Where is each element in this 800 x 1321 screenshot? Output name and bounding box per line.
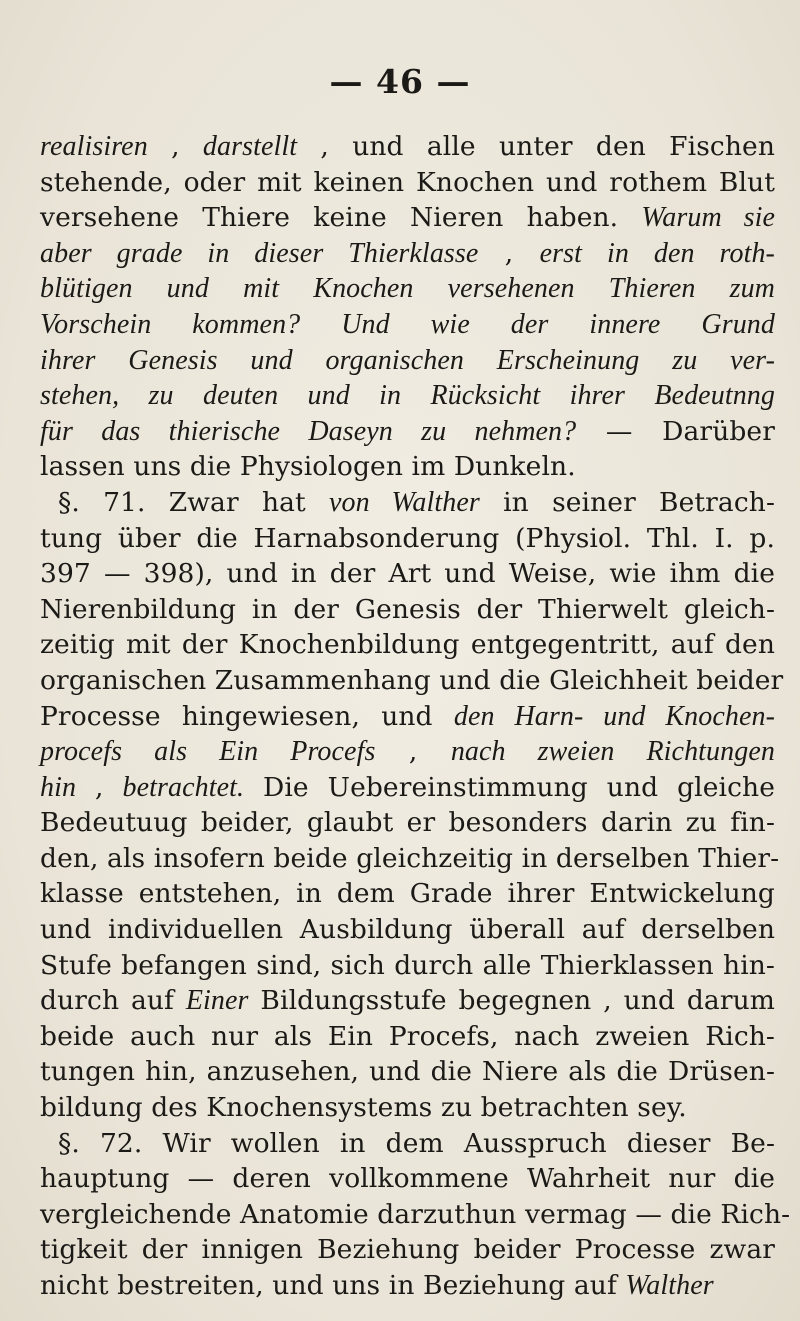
italic-text: blütigen und mit Knochen versehenen Thieren zum <box>40 273 775 305</box>
italic-text: procefs als Ein Procefs <box>40 736 376 768</box>
roman-text: , und alle unter den Fischen <box>297 131 775 162</box>
roman-text: , <box>478 237 540 269</box>
text-line <box>40 1090 775 1126</box>
page-number: — 46 — <box>329 62 471 101</box>
text-line <box>40 592 775 628</box>
text-line <box>40 734 775 770</box>
roman-text: tigkeit der innigen Beziehung beider Processe zwar <box>40 1234 775 1266</box>
roman-text: , <box>76 771 123 803</box>
roman-text: §. 72. Wir wollen in dem Ausspruch dieser Be- <box>58 1127 775 1159</box>
text-line <box>40 449 775 485</box>
roman-text: , <box>147 131 203 162</box>
italic-text: erst in den roth- <box>539 237 775 269</box>
text-line <box>40 521 775 557</box>
roman-text: klasse entstehen, in dem Grade ihrer Entwickelung <box>40 878 775 910</box>
text-line <box>40 165 775 201</box>
roman-text: tung über die Harnabsonderung (Physiol. Thl. I. p. <box>40 522 775 554</box>
text-line <box>40 343 775 379</box>
roman-text: Die Uebereinstimmung und gleiche <box>244 771 775 803</box>
roman-text: durch auf <box>40 985 186 1017</box>
text-line <box>40 948 775 984</box>
italic-text: aber grade in dieser Thierklasse <box>40 237 479 269</box>
roman-text: versehene Thiere keine Nieren haben. <box>40 202 642 234</box>
text-line <box>40 1161 775 1197</box>
text-line <box>40 236 775 272</box>
roman-text: Processe hingewiesen, und <box>40 700 454 732</box>
roman-text: lassen uns die Physiologen im Dunkeln. <box>40 451 576 483</box>
italic-text: den Harn- und Knochen- <box>453 700 775 732</box>
roman-text: Nierenbildung in der Genesis der Thierwelt gleich- <box>40 593 775 625</box>
italic-text: nach zweien Richtungen <box>450 736 775 768</box>
text-line <box>40 200 775 236</box>
text-line <box>40 912 775 948</box>
italic-text: für das thierische Daseyn zu nehmen? <box>40 415 577 447</box>
italic-text: betrachtet. <box>122 771 245 803</box>
roman-text: 397 — 398), und in der Art und Weise, wie ihm die <box>40 558 775 590</box>
text-line <box>40 805 775 841</box>
text-line <box>40 1268 775 1304</box>
italic-text: Warum sie <box>641 202 775 234</box>
italic-text: realisiren <box>40 131 148 162</box>
text-line <box>40 983 775 1019</box>
roman-text: tungen hin, anzusehen, und die Niere als die Drüsen- <box>40 1056 775 1088</box>
italic-text: von Walther <box>329 486 480 518</box>
text-line <box>40 663 784 699</box>
roman-text: den, als insofern beide gleichzeitig in derselben Thier- <box>40 842 780 874</box>
roman-text: vergleichende Anatomie darzuthun vermag — die Rich- <box>40 1198 791 1230</box>
text-line <box>40 307 775 343</box>
text-line <box>40 485 775 521</box>
text-line <box>40 271 775 307</box>
roman-text: nicht bestreiten, und uns in Beziehung auf <box>40 1270 626 1301</box>
roman-text: §. 71. Zwar hat <box>58 486 329 518</box>
body-text <box>40 129 791 1304</box>
roman-text: Bildungsstufe begegnen , und darum <box>248 985 775 1017</box>
italic-text: Einer <box>185 985 249 1017</box>
text-line <box>40 841 780 877</box>
text-line <box>40 1019 775 1055</box>
text-line <box>40 699 775 735</box>
roman-text: Bedeutuug beider, glaubt er besonders darin zu fin- <box>40 807 775 839</box>
roman-text: Stufe befangen sind, sich durch alle Thierklassen hin- <box>40 949 775 981</box>
text-line <box>40 876 775 912</box>
text-line <box>40 1054 775 1090</box>
italic-text: darstellt <box>202 131 298 162</box>
italic-text: ihrer Genesis und organischen Erscheinung zu ver- <box>40 344 775 376</box>
roman-text: beide auch nur als Ein Procefs, nach zweien Rich- <box>40 1020 775 1052</box>
roman-text: zeitig mit der Knochenbildung entgegentritt, auf den <box>40 629 775 661</box>
italic-text: Walther <box>625 1270 714 1301</box>
text-line <box>40 770 775 806</box>
roman-text: hauptung — deren vollkommene Wahrheit nur die <box>40 1163 775 1195</box>
text-line <box>40 627 775 663</box>
text-line <box>40 378 775 414</box>
roman-text: in seiner Betrach- <box>479 486 775 518</box>
text-line <box>40 129 775 165</box>
text-line <box>40 414 775 450</box>
italic-text: stehen, zu deuten und in Rücksicht ihrer Bedeutnng <box>40 380 775 412</box>
text-line <box>40 1197 791 1233</box>
italic-text: Vorschein kommen? Und wie der innere Grund <box>40 308 775 340</box>
text-line <box>40 1232 775 1268</box>
roman-text: bildung des Knochensystems zu betrachten sey. <box>40 1092 687 1124</box>
roman-text: und individuellen Ausbildung überall auf derselben <box>40 914 775 946</box>
roman-text: stehende, oder mit keinen Knochen und rothem Blut <box>40 166 775 198</box>
roman-text: organischen Zusammenhang und die Gleichheit beider <box>40 664 784 696</box>
roman-text: — Darüber <box>576 415 775 447</box>
text-line <box>40 1126 775 1162</box>
text-line <box>40 556 775 592</box>
roman-text: , <box>375 736 451 768</box>
italic-text: hin <box>40 771 77 803</box>
